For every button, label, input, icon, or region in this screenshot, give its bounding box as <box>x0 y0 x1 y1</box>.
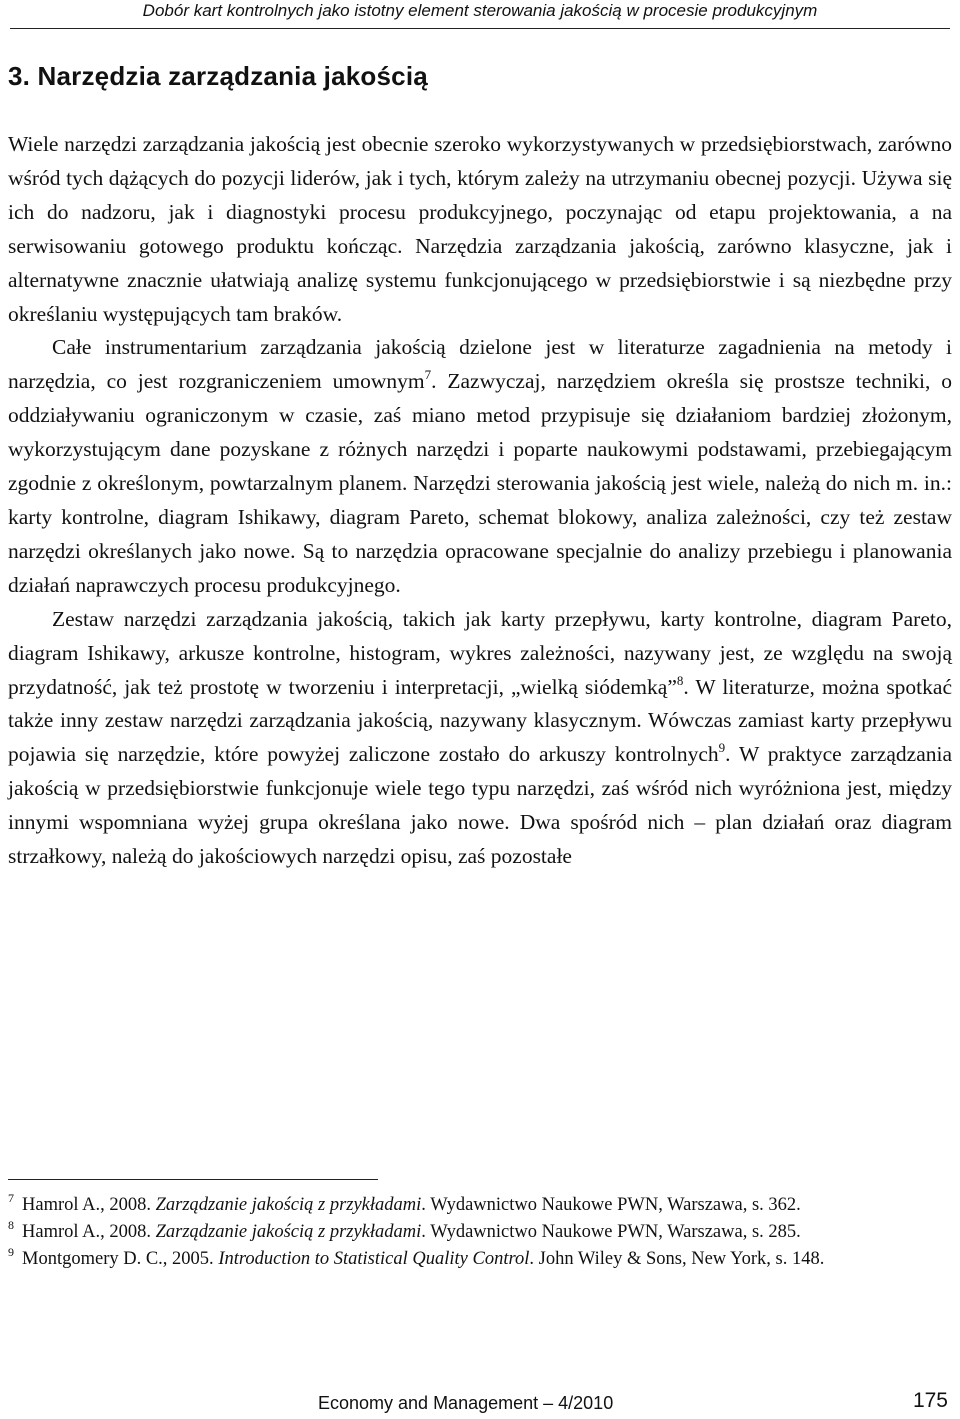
journal-name: Economy and Management – 4/2010 <box>318 1393 614 1413</box>
footnote-publisher: . John Wiley & Sons, New York, s. 148. <box>529 1248 825 1269</box>
header-rule <box>10 28 950 29</box>
footnote-book-title: Zarządzanie jakością z przykładami <box>155 1195 422 1215</box>
page-number: 175 <box>912 1389 948 1412</box>
footnote-book-title: Introduction to Statistical Quality Control <box>218 1248 530 1269</box>
paragraph-2 <box>8 331 952 602</box>
footnote-9 <box>8 1246 952 1273</box>
paragraph-3-text-c: . W praktyce zarządzania jakością w przedsiębiorstwie funkcjonuje wiele tego typu narzędzi, zaś wśród nich wyróżniona jest, między innymi wspomniana wyżej grupa określana jako nowe. Dwa spośród nich – plan działań oraz diagram strzałkowy, należą do jakościowych narzędzi opisu, zaś pozostałe <box>8 742 952 869</box>
running-header: Dobór kart kontrolnych jako istotny element sterowania jakością w procesie produkcyjnym <box>142 1 818 20</box>
footnote-author: Hamrol A., 2008. <box>22 1195 156 1215</box>
paragraph-2-text-a: Całe instrumentarium zarządzania jakością dzielone jest w literaturze zagadnienia na metody i narzędzia, co jest rozgraniczeniem umownym <box>8 335 952 394</box>
footnote-ref-8[interactable]: 8 <box>676 672 684 688</box>
paragraph-2-text-b: . Zazwyczaj, narzędziem określa się prostsze techniki, o oddziaływaniu ograniczonym w czasie, zaś miano metod przypisuje się działaniom bardziej złożonym, wykorzystującym dane pozyskane z różnych narzędzi i poparte naukowymi podstawami, przebiegającym zgodnie z określonym, powtarzalnym planem. Narzędzi sterowania jakością jest wiele, należą do nich m. in.: karty kontrolne, diagram Ishikawy, diagram Pareto, schemat blokowy, analiza zależności, czy też zestaw narzędzi określanych jako nowe. Są to narzędzia opracowane specjalnie do analizy przebiegu i planowania działań naprawczych procesu produkcyjnego. <box>8 369 953 597</box>
footnote-publisher: . Wydawnictwo Naukowe PWN, Warszawa, s. 362. <box>421 1195 801 1215</box>
paragraph-3-text-a: Zestaw narzędzi zarządzania jakością, takich jak karty przepływu, karty kontrolne, diagram Pareto, diagram Ishikawy, arkusze kontrolne, histogram, wykres zależności, nazywany jest, ze względu na swoją przydatność, jak też prostotę w tworzeniu i interpretacji, „wielką siódemką” <box>8 606 952 699</box>
paragraph-1-text: Wiele narzędzi zarządzania jakością jest obecnie szeroko wykorzystywanych w przedsiębiorstwach, zarówno wśród tych dążących do pozycji liderów, jak i tych, którym zależy na utrzymaniu obecnej pozycji. Używa się ich do nadzoru, jak i diagnostyki procesu produkcyjnego, poczynając od etapu projektowania, a na serwisowaniu gotowego produktu kończąc. Narzędzia zarządzania jakością, zarówno klasyczne, jak i alternatywne znacznie ułatwiają analizę systemu funkcjonującego w przedsiębiorstwie i są niezbędne przy określaniu występujących tam braków. <box>8 132 952 326</box>
footnote-8 <box>8 1219 952 1246</box>
paragraph-1 <box>8 128 952 331</box>
footnote-publisher: . Wydawnictwo Naukowe PWN, Warszawa, s. 285. <box>421 1221 801 1242</box>
footnote-ref-9[interactable]: 9 <box>718 740 726 756</box>
body-text <box>8 128 952 874</box>
footnote-separator <box>8 1179 378 1180</box>
footnote-ref-7[interactable]: 7 <box>424 367 432 383</box>
running-footer <box>0 1391 960 1419</box>
section-title: 3. Narzędzia zarządzania jakością <box>8 61 428 91</box>
footnote-number: 9 <box>8 1244 14 1259</box>
paragraph-3 <box>8 603 952 874</box>
footnote-7 <box>8 1192 952 1219</box>
footnote-book-title: Zarządzanie jakością z przykładami <box>155 1221 422 1242</box>
footnotes <box>8 1192 952 1272</box>
paragraph-3-text-b: . W literaturze, można spotkać także inny zestaw narzędzi zarządzania jakością, nazywany klasycznym. Wówczas zamiast karty przepływu pojawia się narzędzie, które powyżej zaliczone zostało do arkuszy kontrolnych <box>8 674 952 767</box>
footnote-author: Hamrol A., 2008. <box>22 1221 156 1242</box>
footnote-number: 8 <box>8 1217 14 1232</box>
footnote-number: 7 <box>8 1191 14 1205</box>
footnote-author: Montgomery D. C., 2005. <box>22 1248 219 1269</box>
